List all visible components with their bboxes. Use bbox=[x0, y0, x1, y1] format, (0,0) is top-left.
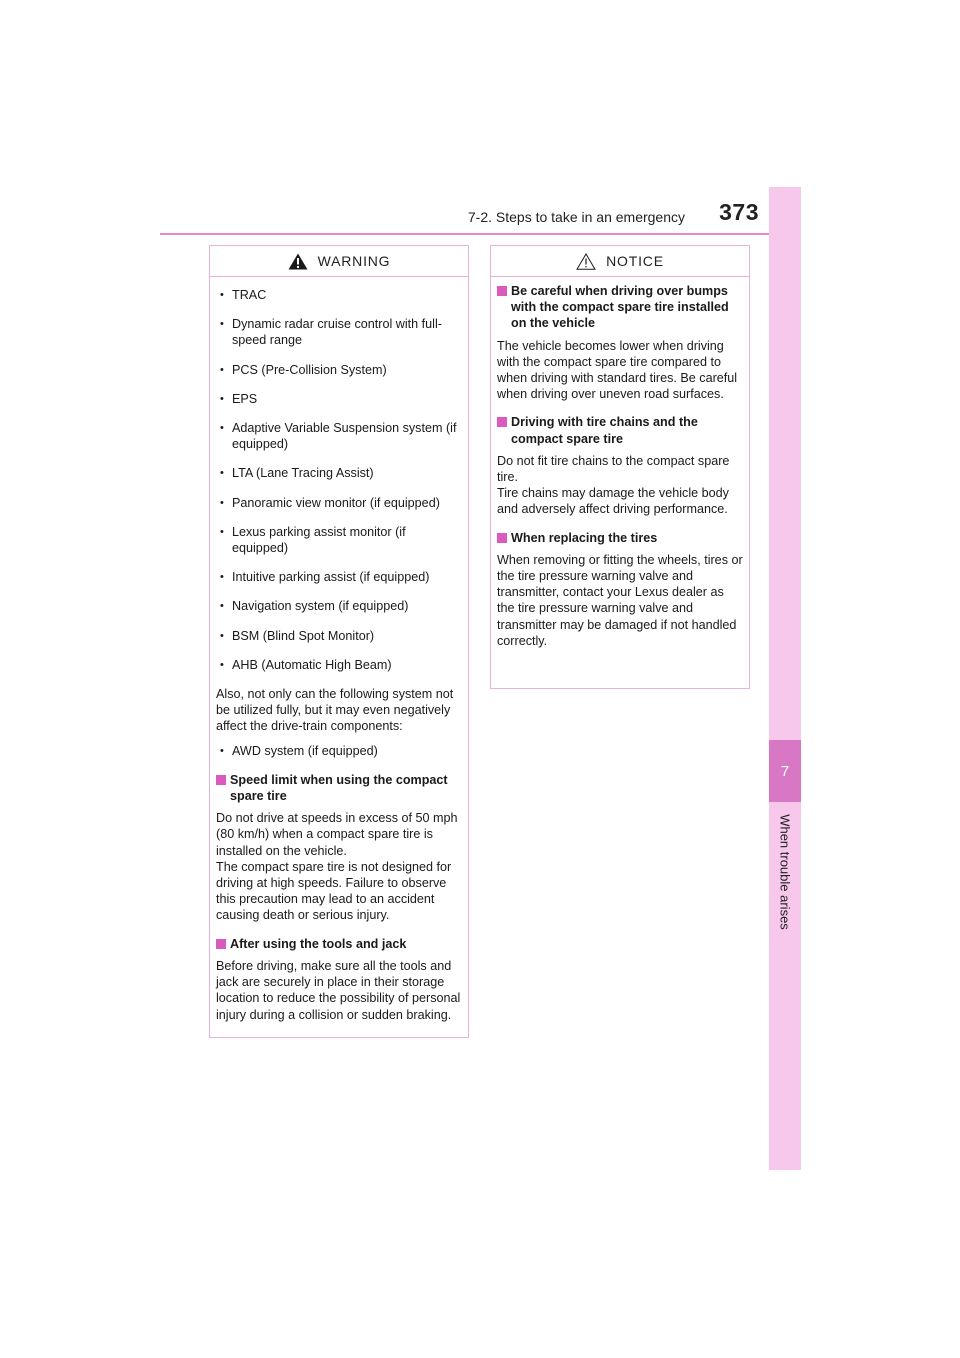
notice-triangle-icon bbox=[576, 253, 596, 270]
warning-body bbox=[210, 277, 468, 1023]
square-bullet-icon bbox=[497, 533, 507, 543]
list-item: • Panoramic view monitor (if equipped) bbox=[218, 495, 462, 511]
section-title: 7-2. Steps to take in an emergency bbox=[467, 209, 685, 225]
chains-paragraph-2: Tire chains may damage the vehicle body and adversely affect driving performance. bbox=[497, 486, 729, 517]
subhead-text: When replacing the tires bbox=[511, 530, 658, 545]
warning-header bbox=[210, 246, 468, 277]
list-item: • BSM (Blind Spot Monitor) bbox=[218, 628, 462, 644]
square-bullet-icon bbox=[497, 417, 507, 427]
subhead-speed-limit bbox=[216, 772, 462, 804]
subhead-text: Speed limit when using the compact spare tire bbox=[230, 772, 448, 804]
warning-title: WARNING bbox=[317, 253, 391, 269]
list-item: • AHB (Automatic High Beam) bbox=[218, 657, 462, 673]
list-item: • Adaptive Variable Suspension system (if equipped) bbox=[218, 420, 462, 452]
page-number: 373 bbox=[719, 199, 759, 225]
notice-title: NOTICE bbox=[606, 253, 664, 269]
warning-box bbox=[209, 245, 469, 1038]
chapter-number: 7 bbox=[769, 740, 801, 802]
speed-paragraph-1: Do not drive at speeds in excess of 50 mph (80 km/h) when a compact spare tire is installed on the vehicle. bbox=[216, 811, 458, 858]
square-bullet-icon bbox=[216, 939, 226, 949]
replacing-paragraph: When removing or fitting the wheels, tires or the tire pressure warning valve and transmitter, contact your Lexus dealer as the tire pressure warning valve and transmitter may be damaged if not handled correctly. bbox=[497, 552, 743, 648]
subhead-text: Driving with tire chains and the compact spare tire bbox=[511, 415, 698, 446]
bumps-paragraph: The vehicle becomes lower when driving with the compact spare tire compared to when driving with standard tires. Be careful when driving over uneven road surfaces. bbox=[497, 338, 738, 402]
speed-paragraph-2: The compact spare tire is not designed for driving at high speeds. Failure to observe this precaution may lead to an accident causing death or serious injury. bbox=[216, 859, 452, 923]
subhead-text: Be careful when driving over bumps with the compact spare tire installed on the vehicle bbox=[511, 284, 729, 331]
list-item: • LTA (Lane Tracing Assist) bbox=[218, 465, 462, 481]
subhead-tools-jack bbox=[216, 936, 462, 952]
list-item: • AWD system (if equipped) bbox=[218, 743, 462, 759]
chains-paragraph-1: Do not fit tire chains to the compact spare tire. bbox=[497, 453, 730, 485]
list-item: • Navigation system (if equipped) bbox=[218, 598, 462, 614]
tools-paragraph: Before driving, make sure all the tools and jack are securely in place in their storage location to reduce the possibility of personal injury during a collision or sudden braking. bbox=[216, 958, 461, 1022]
list-item: • Lexus parking assist monitor (if equipped) bbox=[218, 524, 462, 556]
warning-triangle-icon bbox=[288, 253, 308, 270]
header-rule bbox=[160, 233, 770, 235]
notice-header bbox=[491, 246, 749, 277]
list-item: • Intuitive parking assist (if equipped) bbox=[218, 569, 462, 585]
subhead-bumps bbox=[497, 283, 743, 332]
subhead-chains bbox=[497, 414, 743, 446]
list-item: • PCS (Pre-Collision System) bbox=[218, 362, 462, 378]
subhead-replacing bbox=[497, 530, 743, 546]
square-bullet-icon bbox=[497, 286, 507, 296]
chapter-side-tab bbox=[769, 187, 801, 1170]
chapter-label: When trouble arises bbox=[777, 814, 793, 930]
list-item: • EPS bbox=[218, 391, 462, 407]
list-item: • TRAC bbox=[218, 287, 462, 303]
subhead-text: After using the tools and jack bbox=[230, 936, 407, 951]
square-bullet-icon bbox=[216, 775, 226, 785]
list-item: • Dynamic radar cruise control with full-speed range bbox=[218, 316, 462, 348]
notice-box bbox=[490, 245, 750, 689]
notice-body bbox=[491, 277, 749, 649]
intro-paragraph: Also, not only can the following system not be utilized fully, but it may even negatively affect the drive-train components: bbox=[216, 687, 454, 734]
